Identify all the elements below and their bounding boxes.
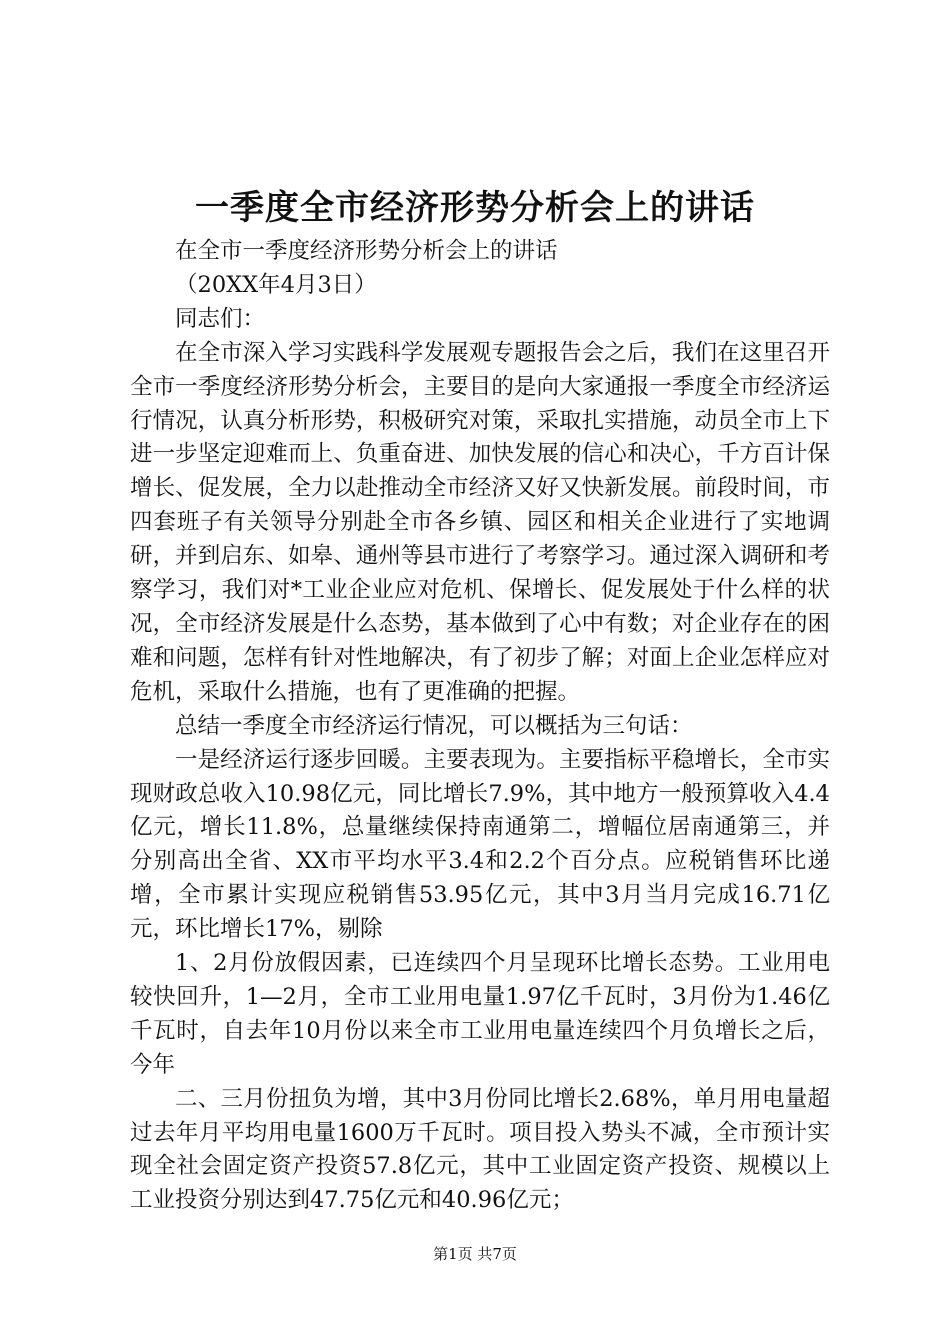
- body-paragraph: 1、2月份放假因素，已连续四个月呈现环比增长态势。工业用电较快回升，1—2月，全市工业用电量1.97亿千瓦时，3月份为1.46亿千瓦时，自去年10月份以来全市工业用电量连续四个月负增长之后，今年: [130, 950, 830, 1078]
- body-paragraph: 一是经济运行逐步回暖。主要表现为。主要指标平稳增长，全市实现财政总收入10.98亿元，同比增长7.9%，其中地方一般预算收入4.4亿元，增长11.8%，总量继续保持南通第二，增幅位居南通第三，并分别高出全省、XX市平均水平3.4和2.2个百分点。应税销售环比递增，全市累计实现应税销售53.95亿元，其中3月当月完成16.71亿元，环比增长17%，剔除: [130, 746, 830, 943]
- page-number-footer: 第1页 共7页: [433, 1245, 517, 1263]
- body-paragraph: 在全市深入学习实践科学发展观专题报告会之后，我们在这里召开全市一季度经济形势分析会，主要目的是向大家通报一季度全市经济运行情况，认真分析形势，积极研究对策，采取扎实措施，动员全市上下进一步坚定迎难而上、负重奋进、加快发展的信心和决心，千方百计保增长、促发展，全力以赴推动全市经济又好又快新发展。前段时间，市四套班子有关领导分别赴全市各乡镇、园区和相关企业进行了实地调研，并到启东、如皋、通州等县市进行了考察学习。通过深入调研和考察学习，我们对*工业企业应对危机、保增长、促发展处于什么样的状况，全市经济发展是什么态势，基本做到了心中有数；对企业存在的困难和问题，怎样有针对性地解决，有了初步了解；对面上企业怎样应对危机，采取什么措施，也有了更准确的把握。: [130, 339, 830, 705]
- date-line: （20XX年4月3日）: [175, 271, 377, 298]
- body-paragraph: 总结一季度全市经济运行情况，可以概括为三句话：: [175, 712, 693, 739]
- document-title: 一季度全市经济形势分析会上的讲话: [195, 188, 755, 228]
- subtitle-line: 在全市一季度经济形势分析会上的讲话: [175, 238, 558, 264]
- document-body: [130, 235, 830, 1218]
- body-paragraph: 二、三月份扭负为增，其中3月份同比增长2.68%，单月用电量超过去年月平均用电量1600万千瓦时。项目投入势头不减，全市预计实现全社会固定资产投资57.8亿元，其中工业固定资产投资、规模以上工业投资分别达到47.75亿元和40.96亿元；: [130, 1085, 830, 1214]
- salutation: 同志们：: [175, 305, 266, 332]
